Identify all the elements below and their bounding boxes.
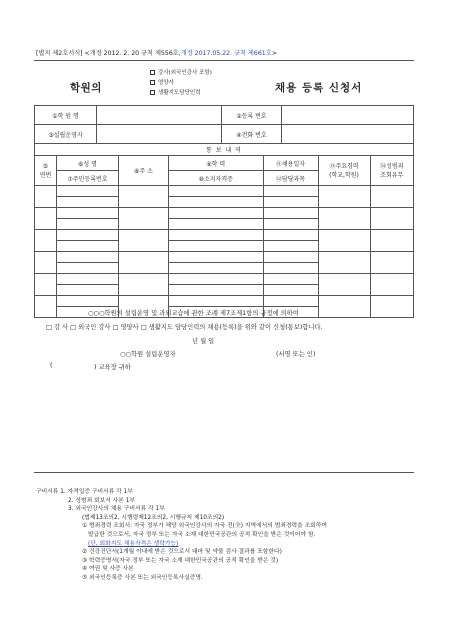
form-header-prefix: [별지 제2호서식] <개정 2012. 2. 20 규칙 제556호, (36, 50, 181, 57)
req-line: 3. 외국인강사의 채용 구비서류 각 1부 (68, 506, 165, 513)
form-header-revision: 개정 2017.05.22. 규칙 제661호 (180, 50, 272, 57)
col-hire-date: ⑪채용일자 (263, 156, 318, 171)
req-line: (법제13조의2, 시행령제12조의2, 시행규칙 제10조의2) (82, 514, 225, 521)
option-life-guidance[interactable] (150, 88, 212, 98)
table-row (35, 230, 414, 241)
recipient-open: ( (50, 362, 53, 369)
cell[interactable] (169, 208, 264, 219)
cell[interactable] (318, 274, 370, 296)
req-line-highlight: (단, 회화지도 채용자격은 생략가능) (88, 540, 179, 547)
cell[interactable] (169, 274, 264, 285)
col-no: ⑤ 연번 (35, 156, 57, 186)
req-line: ③ 학력증명서(자국 정부 또는 자국 소재 대한민국공관의 공적 확인을 받은 것) (82, 557, 279, 564)
cell[interactable] (169, 197, 264, 208)
cell[interactable] (263, 285, 318, 296)
divider (34, 472, 414, 473)
requirements (36, 488, 327, 583)
checkbox-icon (150, 90, 155, 95)
phone-field[interactable] (282, 125, 414, 144)
academy-name-label: ①학 원 명 (35, 106, 97, 125)
report-table (34, 143, 414, 318)
cell[interactable] (57, 296, 119, 307)
cell[interactable] (119, 230, 169, 252)
table-row (35, 208, 414, 219)
cell[interactable] (263, 208, 318, 219)
phone-label: ④전화 번호 (222, 125, 282, 144)
declaration-line2: □ 강 사 □ 외국인 강사 □ 영양사 □ 생활지도 담당인력의 채용(등록)을 위와 같이 신청(통보)합니다. (46, 324, 323, 331)
reg-no-label: ②등록 번호 (222, 106, 282, 125)
cell[interactable] (169, 263, 264, 274)
col-license: ⑩소지자격증 (169, 171, 264, 186)
founder-label: ③설립운영자 (35, 125, 97, 144)
cell[interactable] (370, 252, 414, 274)
checkbox-icon (150, 70, 155, 75)
title-options (150, 68, 212, 98)
signature-label: (서명 또는 인) (276, 351, 316, 358)
cell[interactable] (370, 230, 414, 252)
cell[interactable] (35, 186, 57, 208)
req-line: ② 건강진단서(1개월 이내에 받은 것으로서 대마 및 약물 검사 결과를 포함한다) (82, 549, 282, 556)
col-rrn: ⑦주민등록번호 (57, 171, 119, 186)
recipient-label: ) 교육장 귀하 (94, 364, 131, 371)
declaration-line1: ○○○학원의 설립운영 및 과외교습에 관한 조례 제7조제1항의 규정에 의하여 (88, 310, 299, 317)
cell[interactable] (263, 252, 318, 263)
option-label: 영양사 (158, 80, 174, 86)
cell[interactable] (263, 263, 318, 274)
option-instructor[interactable] (150, 68, 212, 78)
report-header: 통 보 내 역 (35, 144, 414, 156)
cell[interactable] (57, 197, 119, 208)
req-line: 구비서류 1. 자격입증 구비서류 각 1부 (36, 489, 133, 495)
cell[interactable] (263, 296, 318, 307)
cell[interactable] (263, 186, 318, 197)
req-line: 2. 성범죄 회보서 사본 1부 (68, 497, 135, 504)
req-line: ④ 여권 및 사증 사본 (82, 566, 134, 573)
cell[interactable] (57, 230, 119, 241)
cell[interactable] (119, 274, 169, 296)
req-line: 발급한 것으로서, 자국 정부 또는 자국 소재 대한민국공관의 공적 확인을 받은 것이어야 함. (88, 531, 316, 538)
cell[interactable] (57, 274, 119, 285)
cell[interactable] (370, 296, 414, 318)
form-header (36, 48, 277, 57)
cell[interactable] (169, 219, 264, 230)
table-row (35, 252, 414, 263)
table-row (35, 274, 414, 285)
cell[interactable] (318, 252, 370, 274)
cell[interactable] (318, 208, 370, 230)
cell[interactable] (35, 230, 57, 252)
cell[interactable] (263, 241, 318, 252)
cell[interactable] (57, 208, 119, 219)
option-label: 생활지도담당인력 (158, 90, 201, 96)
cell[interactable] (169, 241, 264, 252)
cell[interactable] (119, 186, 169, 208)
req-line: ① 범죄경력 조회서: 자국 정부가 해당 외국인강사의 자국 전(全) 지역에서의 범죄경력을 조회하여 (82, 523, 327, 530)
cell[interactable] (318, 296, 370, 318)
cell[interactable] (57, 263, 119, 274)
cell[interactable] (119, 252, 169, 274)
academy-name-field[interactable] (97, 106, 222, 125)
table-row (35, 296, 414, 307)
cell[interactable] (57, 241, 119, 252)
cell[interactable] (35, 208, 57, 230)
cell[interactable] (169, 252, 264, 263)
cell[interactable] (263, 230, 318, 241)
table-row (35, 186, 414, 197)
req-line: ⑤ 외국인등록증 사본 또는 외국인등록사실증명. (82, 574, 203, 581)
info-table (34, 105, 414, 144)
col-career: ⑬주요경력 (학교,학원) (318, 156, 370, 186)
cell[interactable] (169, 285, 264, 296)
col-education: ⑨학 력 (169, 156, 264, 171)
cell[interactable] (35, 296, 57, 318)
col-name: ⑥성 명 (57, 156, 119, 171)
cell[interactable] (263, 219, 318, 230)
title-right: 채용 등록 신청서 (275, 82, 363, 94)
applicant-label: ○○학원 설립운영자 (120, 351, 176, 358)
title-left: 학원의 (70, 82, 102, 94)
cell[interactable] (263, 274, 318, 285)
col-subject: ⑫담당과목 (263, 171, 318, 186)
form-header-suffix: > (271, 50, 277, 57)
date-line: 년 월 일 (192, 338, 215, 345)
option-label: 강사(외국인강사 포함) (158, 70, 212, 76)
cell[interactable] (318, 186, 370, 208)
cell[interactable] (370, 186, 414, 208)
cell[interactable] (263, 197, 318, 208)
cell[interactable] (57, 219, 119, 230)
col-crime-check: ⑭성범죄 조회유무 (370, 156, 414, 186)
cell[interactable] (57, 186, 119, 197)
cell[interactable] (169, 296, 264, 307)
reg-no-field[interactable] (282, 106, 414, 125)
col-address: ⑧주 소 (119, 156, 169, 186)
cell[interactable] (35, 274, 57, 296)
cell[interactable] (57, 285, 119, 296)
founder-field[interactable] (97, 125, 222, 144)
checkbox-icon (150, 80, 155, 85)
cell[interactable] (57, 252, 119, 263)
cell[interactable] (318, 230, 370, 252)
cell[interactable] (119, 208, 169, 230)
cell[interactable] (35, 252, 57, 274)
option-nutritionist[interactable] (150, 78, 212, 88)
cell[interactable] (370, 274, 414, 296)
cell[interactable] (370, 208, 414, 230)
cell[interactable] (169, 230, 264, 241)
cell[interactable] (169, 186, 264, 197)
